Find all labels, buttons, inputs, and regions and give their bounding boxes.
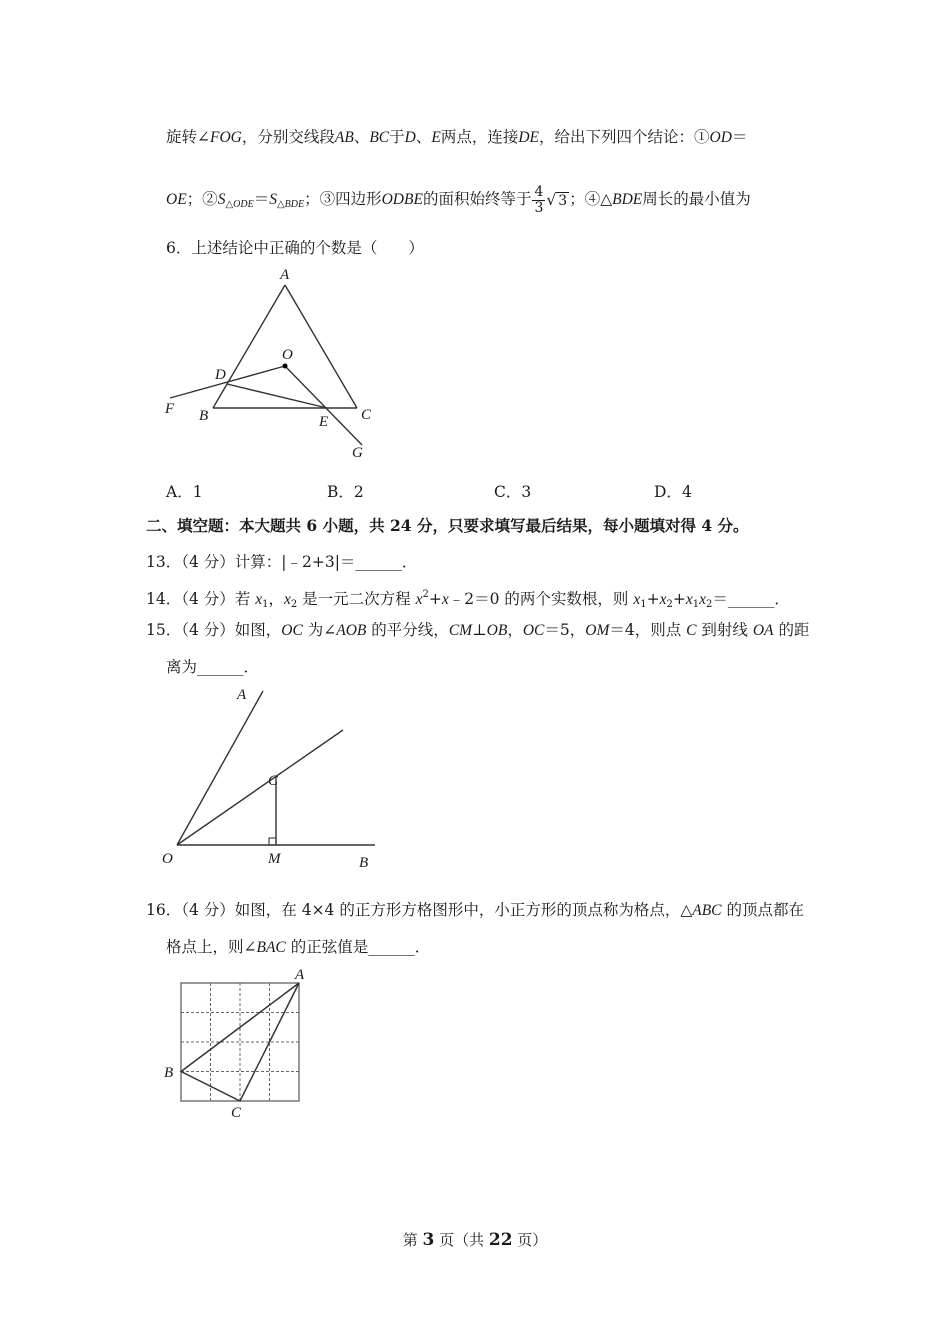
label-c: C xyxy=(231,1105,242,1121)
q15-line-2: 离为______． xyxy=(166,658,260,676)
label-m: M xyxy=(268,851,281,867)
q13: 13．（4 分）计算：|﹣2+3|＝______． xyxy=(146,553,418,571)
label-a: A xyxy=(237,687,247,703)
section-2-heading: 二、填空题：本大题共 6 小题，共 24 分，只要求填写最后结果，每小题填对得 4 分。 xyxy=(146,516,749,535)
label-c: C xyxy=(268,773,279,789)
q12-line-3: 6．上述结论中正确的个数是（ ） xyxy=(166,239,424,257)
fraction-four-thirds: $\frac{4}{3}$ xyxy=(534,183,544,216)
q12-line-2: OE；$②S_{\triangle ODE}=S_{\triangle BDE}$；③四边形ODBE的面积始终等于 $\frac{4}{3}$ √ 3 ；④△BDE周长的最小值为 xyxy=(166,183,751,216)
label-f: F xyxy=(165,401,175,417)
q12-line-1: 旋转∠FOG，分别交线段AB、BC于D、E两点，连接DE，给出下列四个结论：①OD＝ xyxy=(166,128,748,146)
label-g: G xyxy=(352,445,363,461)
choice-a[interactable]: A．1 xyxy=(166,483,203,501)
q14: 14．（4 分）若 $x_1$，$x_2$ 是一元二次方程 $x^2+x﹣2=0$ 的两个实数根，则 $x_1+x_2+x_1x_2=\_\_\_\_\_\_$． xyxy=(146,589,790,610)
choice-d[interactable]: D．4 xyxy=(654,483,692,501)
label-a: A xyxy=(295,967,305,983)
q16-line-2: 格点上，则∠BAC 的正弦值是______． xyxy=(166,938,431,956)
label-b: B xyxy=(199,408,209,424)
q12-triangle-figure xyxy=(155,265,385,465)
label-b: B xyxy=(164,1065,174,1081)
label-c: C xyxy=(361,407,372,423)
choice-c[interactable]: C．3 xyxy=(494,483,532,501)
label-d: D xyxy=(215,367,226,383)
label-b: B xyxy=(359,855,369,871)
label-o: O xyxy=(162,851,173,867)
label-o: O xyxy=(282,347,293,363)
sqrt-three: √ 3 xyxy=(546,190,568,209)
choice-b[interactable]: B．2 xyxy=(327,483,364,501)
page-footer: 第 3 页（共 22 页） xyxy=(402,1230,548,1250)
q15-angle-figure xyxy=(155,683,395,873)
label-a: A xyxy=(280,267,290,283)
label-e: E xyxy=(319,414,329,430)
q16-grid-figure xyxy=(158,965,318,1125)
q15-line-1: 15．（4 分）如图，OC 为∠AOB 的平分线，CM⊥OB，OC＝5，OM＝4，则点 C 到射线 OA 的距 xyxy=(146,621,810,639)
q16-line-1: 16．（4 分）如图，在 4×4 的正方形方格图形中，小正方形的顶点称为格点，△ABC 的顶点都在 xyxy=(146,901,804,919)
